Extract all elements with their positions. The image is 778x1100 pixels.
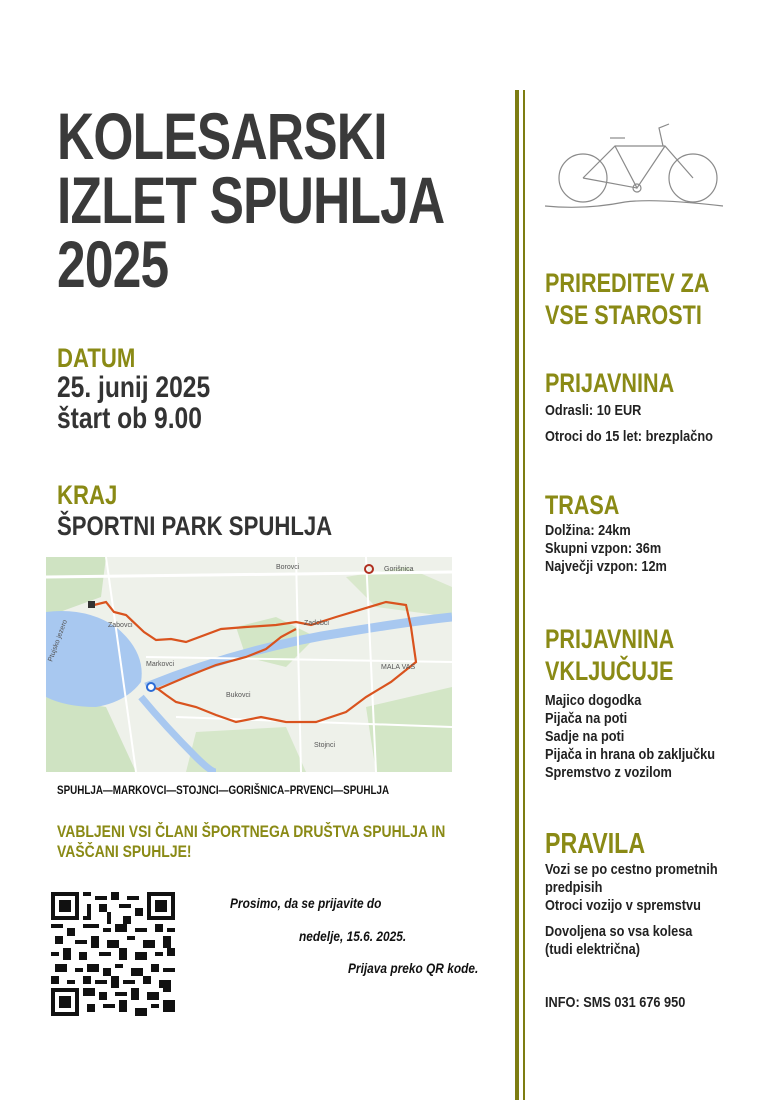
fee-section [545, 368, 743, 446]
date-value: 25. junij 2025 [57, 371, 211, 404]
includes-item: Spremstvo z vozilom [545, 763, 672, 781]
rules-item: Dovoljena so vsa kolesa [545, 923, 693, 941]
track-item: Skupni vzpon: 36m [545, 539, 662, 557]
qr-code[interactable] [51, 892, 175, 1016]
route-map [46, 557, 452, 772]
map-label: Ptujsko jezero [47, 618, 69, 663]
event-title [57, 99, 554, 301]
includes-item: Majico dogodka [545, 691, 642, 709]
map-graphic [46, 557, 452, 772]
map-label: Stojnci [314, 742, 336, 749]
qr-code-graphic [51, 892, 175, 1016]
map-label: Markovci [146, 661, 175, 668]
includes-section [545, 624, 745, 782]
invitation [57, 822, 531, 862]
location-section [57, 480, 393, 542]
route-text: SPUHLJA—MARKOVCI—STOJNCI—GORIŠNICA–PRVENCI—SPUHLJA [57, 783, 390, 797]
title-line-2: IZLET SPUHLJA [57, 163, 445, 237]
register-note-1-wrap [230, 895, 408, 913]
fee-item: Otroci do 15 let: brezplačno [545, 427, 713, 445]
info-contact: INFO: SMS 031 676 950 [545, 994, 686, 1011]
includes-item: Sadje na poti [545, 727, 625, 745]
audience-line-1: PRIREDITEV ZA [545, 268, 710, 298]
track-section [545, 490, 688, 576]
track-heading: TRASA [545, 490, 620, 520]
includes-heading-2: VKLJUČUJE [545, 655, 674, 686]
audience-heading [545, 268, 751, 332]
route-description [57, 781, 462, 799]
includes-item: Pijača na poti [545, 709, 628, 727]
bicycle-icon [545, 118, 725, 213]
title-line-1: KOLESARSKI [57, 99, 387, 173]
register-note-line-3: Prijava preko QR kode. [348, 960, 479, 976]
title-line-3: 2025 [57, 227, 169, 301]
bicycle-graphic [545, 118, 725, 213]
invitation-line-2: VAŠČANI SPUHLJE! [57, 842, 192, 861]
rules-item: (tudi električna) [545, 941, 640, 959]
register-note-line-2: nedelje, 15.6. 2025. [299, 928, 407, 944]
register-note-2-wrap [299, 928, 425, 946]
map-label: Zadobci [304, 620, 329, 627]
track-item: Največji vzpon: 12m [545, 557, 667, 575]
map-label: Borovci [276, 564, 300, 571]
invitation-line-1: VABLJENI VSI ČLANI ŠPORTNEGA DRUŠTVA SPUHLJA IN [57, 822, 446, 841]
rules-section [545, 827, 748, 959]
track-item: Dolžina: 24km [545, 521, 631, 539]
map-label: Gorišnica [384, 566, 414, 573]
start-time: štart ob 9.00 [57, 402, 202, 435]
rules-heading: PRAVILA [545, 828, 646, 860]
date-label: DATUM [57, 343, 136, 373]
map-label: Zabovci [108, 622, 133, 629]
location-label: KRAJ [57, 480, 118, 510]
fee-heading: PRIJAVNINA [545, 368, 675, 398]
includes-heading-1: PRIJAVNINA [545, 624, 675, 654]
date-section [57, 343, 244, 436]
rules-item: Vozi se po cestno prometnih [545, 861, 718, 879]
audience-line-2: VSE STAROSTI [545, 299, 702, 330]
location-value: ŠPORTNI PARK SPUHLJA [57, 511, 333, 541]
includes-item: Pijača in hrana ob zaključku [545, 745, 716, 763]
fee-item: Odrasli: 10 EUR [545, 401, 642, 419]
register-note-3-wrap [348, 960, 501, 978]
info-section [545, 994, 710, 1012]
map-label: Bukovci [226, 692, 251, 699]
map-label: MALA VAS [381, 664, 416, 671]
register-note-line-1: Prosimo, da se prijavite do [230, 895, 382, 911]
rules-item: Otroci vozijo v spremstvu [545, 897, 701, 915]
rules-item: predpisih [545, 879, 603, 897]
